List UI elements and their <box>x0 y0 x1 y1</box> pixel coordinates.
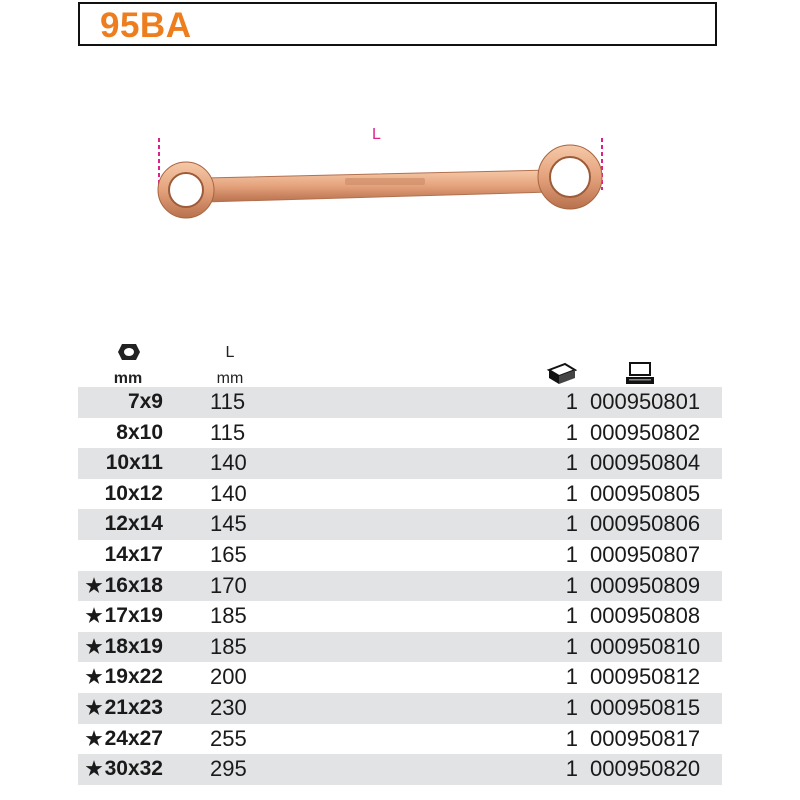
length-cell: 140 <box>210 480 247 506</box>
code-cell: 000950812 <box>590 664 701 690</box>
length-header: L <box>225 344 235 361</box>
table-row <box>78 479 722 510</box>
product-table <box>78 387 722 785</box>
length-cell: 170 <box>210 572 247 598</box>
length-cell: 185 <box>210 633 247 659</box>
qty-cell: 1 <box>565 511 578 537</box>
code-cell: 000950820 <box>590 756 701 782</box>
size-cell <box>78 632 163 664</box>
qty-cell: 1 <box>565 603 578 629</box>
star-icon: ★ <box>85 697 103 719</box>
table-row <box>78 571 722 602</box>
size-cell <box>78 448 163 479</box>
size-cell <box>78 754 163 786</box>
size-value: 16x18 <box>104 573 163 597</box>
size-value: 10x12 <box>104 481 163 505</box>
qty-cell: 1 <box>565 419 578 445</box>
size-cell <box>78 479 163 510</box>
size-value: 21x23 <box>104 695 163 719</box>
table-row <box>78 387 722 418</box>
table-row <box>78 632 722 663</box>
star-icon: ★ <box>85 667 103 689</box>
size-cell <box>78 693 163 725</box>
code-cell: 000950815 <box>590 694 701 720</box>
code-cell: 000950802 <box>590 419 701 445</box>
size-cell <box>78 509 163 540</box>
table-row <box>78 540 722 571</box>
page-title: 95BA <box>100 6 192 45</box>
code-cell: 000950807 <box>590 541 701 567</box>
qty-cell: 1 <box>565 572 578 598</box>
code-cell: 000950801 <box>590 389 701 414</box>
hex-nut-icon <box>117 343 141 361</box>
size-value: 10x11 <box>105 451 163 475</box>
star-icon: ★ <box>85 728 103 750</box>
star-icon: ★ <box>85 575 103 597</box>
length-cell: 295 <box>210 756 247 782</box>
code-cell: 000950808 <box>590 603 701 629</box>
table-row <box>78 509 722 540</box>
table-row <box>78 693 722 724</box>
length-cell: 255 <box>210 725 247 751</box>
size-cell <box>78 571 163 603</box>
dimension-label: L <box>372 126 381 143</box>
length-cell: 185 <box>210 603 247 629</box>
size-unit-header: mm <box>113 370 143 387</box>
table-row <box>78 754 722 785</box>
size-value: 12x14 <box>104 512 163 536</box>
code-cell: 000950806 <box>590 511 701 537</box>
size-value: 24x27 <box>104 726 163 750</box>
size-cell <box>78 724 163 756</box>
table-row <box>78 448 722 479</box>
length-cell: 165 <box>210 541 247 567</box>
table-row <box>78 662 722 693</box>
table-row <box>78 601 722 632</box>
size-value: 7x9 <box>127 390 163 413</box>
title-box <box>78 2 717 46</box>
length-cell: 115 <box>210 419 246 445</box>
table-row <box>78 724 722 755</box>
code-cell: 000950817 <box>590 725 701 751</box>
code-cell: 000950804 <box>590 450 701 476</box>
package-box-icon <box>545 362 579 386</box>
qty-cell: 1 <box>565 725 578 751</box>
size-value: 18x19 <box>104 634 163 658</box>
qty-cell: 1 <box>565 541 578 567</box>
size-value: 14x17 <box>104 542 163 566</box>
star-icon: ★ <box>85 759 103 781</box>
qty-cell: 1 <box>565 756 578 782</box>
size-value: 30x32 <box>104 757 163 781</box>
table-row <box>78 418 722 449</box>
length-cell: 145 <box>210 511 247 537</box>
size-cell <box>78 540 163 571</box>
code-cell: 000950805 <box>590 480 701 506</box>
size-value: 8x10 <box>116 420 163 444</box>
size-cell <box>78 418 163 449</box>
size-cell <box>78 601 163 633</box>
size-value: 19x22 <box>104 665 163 689</box>
qty-cell: 1 <box>565 450 578 476</box>
qty-cell: 1 <box>565 389 578 414</box>
length-cell: 140 <box>210 450 247 476</box>
length-cell: 230 <box>210 694 247 720</box>
length-cell: 115 <box>210 389 246 414</box>
size-cell <box>78 662 163 694</box>
star-icon: ★ <box>85 606 103 628</box>
computer-icon <box>624 362 656 386</box>
qty-cell: 1 <box>565 664 578 690</box>
code-cell: 000950810 <box>590 633 701 659</box>
length-unit-header: mm <box>216 370 244 387</box>
wrench-illustration <box>150 120 610 230</box>
code-cell: 000950809 <box>590 572 701 598</box>
size-value: 17x19 <box>104 604 163 628</box>
qty-cell: 1 <box>565 480 578 506</box>
size-cell <box>78 387 163 418</box>
qty-cell: 1 <box>565 633 578 659</box>
length-cell: 200 <box>210 664 247 690</box>
star-icon: ★ <box>85 636 103 658</box>
qty-cell: 1 <box>565 694 578 720</box>
